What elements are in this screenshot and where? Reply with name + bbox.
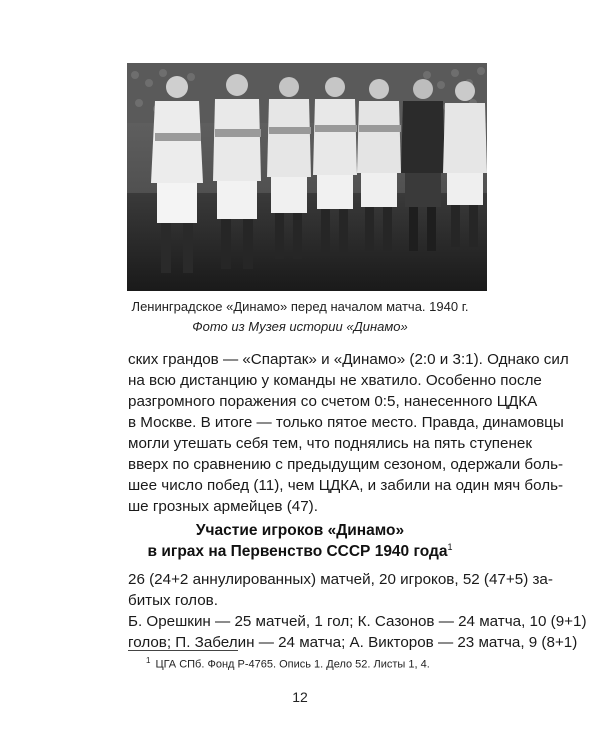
section-heading-text: в играх на Первенство СССР 1940 года (147, 543, 448, 561)
body-text-line: в Москве. В итоге — только пятое место. Правда, динамовцы (128, 414, 564, 431)
body-text-line: могли утешать себя тем, что поднялись на пять ступенек (128, 435, 532, 452)
team-photo (127, 63, 487, 291)
footnote-mark: 1 (146, 656, 151, 665)
page-number: 12 (292, 689, 308, 705)
section-heading-line2 (0, 542, 600, 561)
photo-caption: Ленинградское «Динамо» перед началом матча. 1940 г. (131, 299, 469, 314)
section-heading-line1: Участие игроков «Динамо» (195, 522, 405, 539)
body-text-line: вверх по сравнению с предыдущим сезоном, одержали боль- (128, 456, 564, 473)
footnote (146, 656, 430, 671)
body-text-line: ских грандов — «Спартак» и «Динамо» (2:0 и 3:1). Однако сил (128, 351, 569, 368)
body-text-line: Б. Орешкин — 25 матчей, 1 гол; К. Сазонов — 24 матча, 10 (9+1) (128, 613, 587, 630)
body-text-line: голов; П. Забелин — 24 матча; А. Викторов — 23 матча, 9 (8+1) (128, 634, 578, 651)
footnote-divider (128, 650, 238, 651)
body-text-line: битых голов. (128, 592, 218, 609)
footnote-text: ЦГА СПб. Фонд Р-4765. Опись 1. Дело 52. Листы 1, 4. (155, 658, 430, 671)
body-text-line: 26 (24+2 аннулированных) матчей, 20 игроков, 52 (47+5) за- (128, 571, 553, 588)
body-text-line: ше грозных армейцев (47). (128, 498, 318, 515)
footnote-reference: 1 (447, 542, 453, 552)
photo-credit: Фото из Музея истории «Динамо» (192, 319, 408, 334)
body-text-line: на всю дистанцию у команды не хватило. Особенно после (128, 372, 542, 389)
body-text-line: шее число побед (11), чем ЦДКА, и забили на один мяч боль- (128, 477, 564, 494)
body-text-line: разгромного поражения со счетом 0:5, нанесенного ЦДКА (128, 393, 538, 410)
